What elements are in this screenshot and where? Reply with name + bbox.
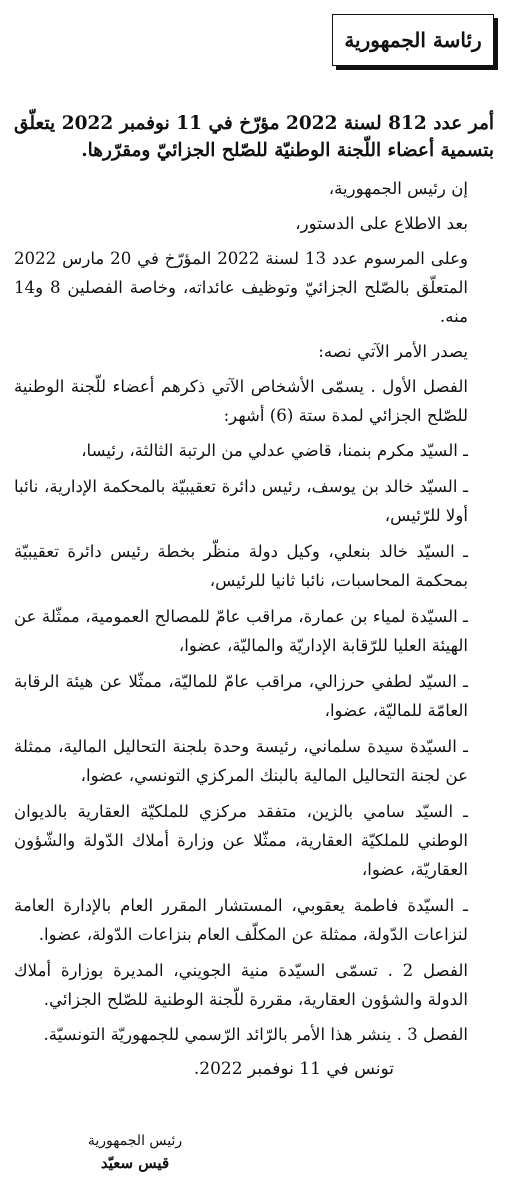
article-3: الفصل 3 . ينشر هذا الأمر بالرّائد الرّسمي للجمهوريّة التونسيّة.: [43, 1025, 468, 1044]
member-item: ـ السيّد مكرم بنمنا، قاضي عدلي من الرتبة الثالثة، رئيسا،: [81, 441, 468, 460]
date-line: تونس في 11 نوفمبر 2022.: [193, 1059, 394, 1079]
opening-line: إن رئيس الجمهورية،: [328, 179, 468, 198]
header-box: [332, 14, 494, 66]
signature-block: [70, 1130, 200, 1174]
members-list: [14, 436, 494, 949]
considering-decree: وعلى المرسوم عدد 13 لسنة 2022 المؤرّخ في 20 مارس 2022 المتعلّق بالصّلح الجزائيّ وتوظيف عائداته، وخاصة الفصلين 8 و14 منه.: [14, 249, 469, 326]
header-title: رئاسة الجمهورية: [344, 28, 482, 52]
member-item: ـ السيّد خالد بن يوسف، رئيس دائرة تعقيبيّة بالمحكمة الإدارية، نائبا أولا للرّئيس،: [14, 477, 468, 525]
member-item: ـ السيّد لطفي حرزالي، مراقب عامّ للماليّة، ممثّلا عن هيئة الرقابة العامّة للماليّة، عضوا،: [14, 672, 468, 720]
signature-role: رئيس الجمهورية: [87, 1133, 183, 1149]
decree-body: [14, 110, 494, 1090]
member-item: ـ السيّدة سيدة سلماني، رئيسة وحدة بلجنة التحاليل المالية، ممثلة عن لجنة التحاليل المالية بالبنك المركزي التونسي، عضوا،: [14, 737, 468, 785]
decree-title: أمر عدد 812 لسنة 2022 مؤرّخ في 11 نوفمبر 2022 يتعلّق بتسمية أعضاء اللّجنة الوطنيّة للصّلح الجزائيّ ومقرّرها.: [14, 113, 494, 161]
member-item: ـ السيّد سامي بالزين، متفقد مركزي للملكيّة العقارية بالديوان الوطني للملكيّة العقارية، ممثّلا عن وزارة أملاك الدّولة والشّؤون العقاريّة، عضوا،: [14, 802, 468, 879]
member-item: ـ السيّدة فاطمة يعقوبي، المستشار المقرر العام بالإدارة العامة لنزاعات الدّولة، ممثلة عن المكلّف العام بنزاعات الدّولة، عضوا.: [14, 896, 468, 944]
article-2: الفصل 2 . تسمّى السيّدة منية الجويني، المديرة بوزارة أملاك الدولة والشؤون العقارية، مقررة للّجنة الوطنية للصّلح الجزائي.: [14, 961, 469, 1009]
member-item: ـ السيّد خالد بنعلي، وكيل دولة منظّر بخطة رئيس دائرة تعقيبيّة بمحكمة المحاسبات، نائبا ثانيا للرئيس،: [14, 542, 468, 590]
member-item: ـ السيّدة لمياء بن عمارة، مراقب عامّ للمصالح العمومية، ممثّلة عن الهيئة العليا للرّقابة الإداريّة والماليّة، عضوا،: [14, 607, 468, 655]
considering-constitution: بعد الاطلاع على الدستور،: [295, 214, 468, 233]
signature-name: قيس سعيّد: [100, 1154, 170, 1172]
article-1-intro: الفصل الأول . يسمّى الأشخاص الآتي ذكرهم أعضاء للّجنة الوطنية للصّلح الجزائي لمدة ستة (6) أشهر:: [14, 377, 468, 425]
issues-line: يصدر الأمر الآتي نصه:: [318, 342, 468, 361]
